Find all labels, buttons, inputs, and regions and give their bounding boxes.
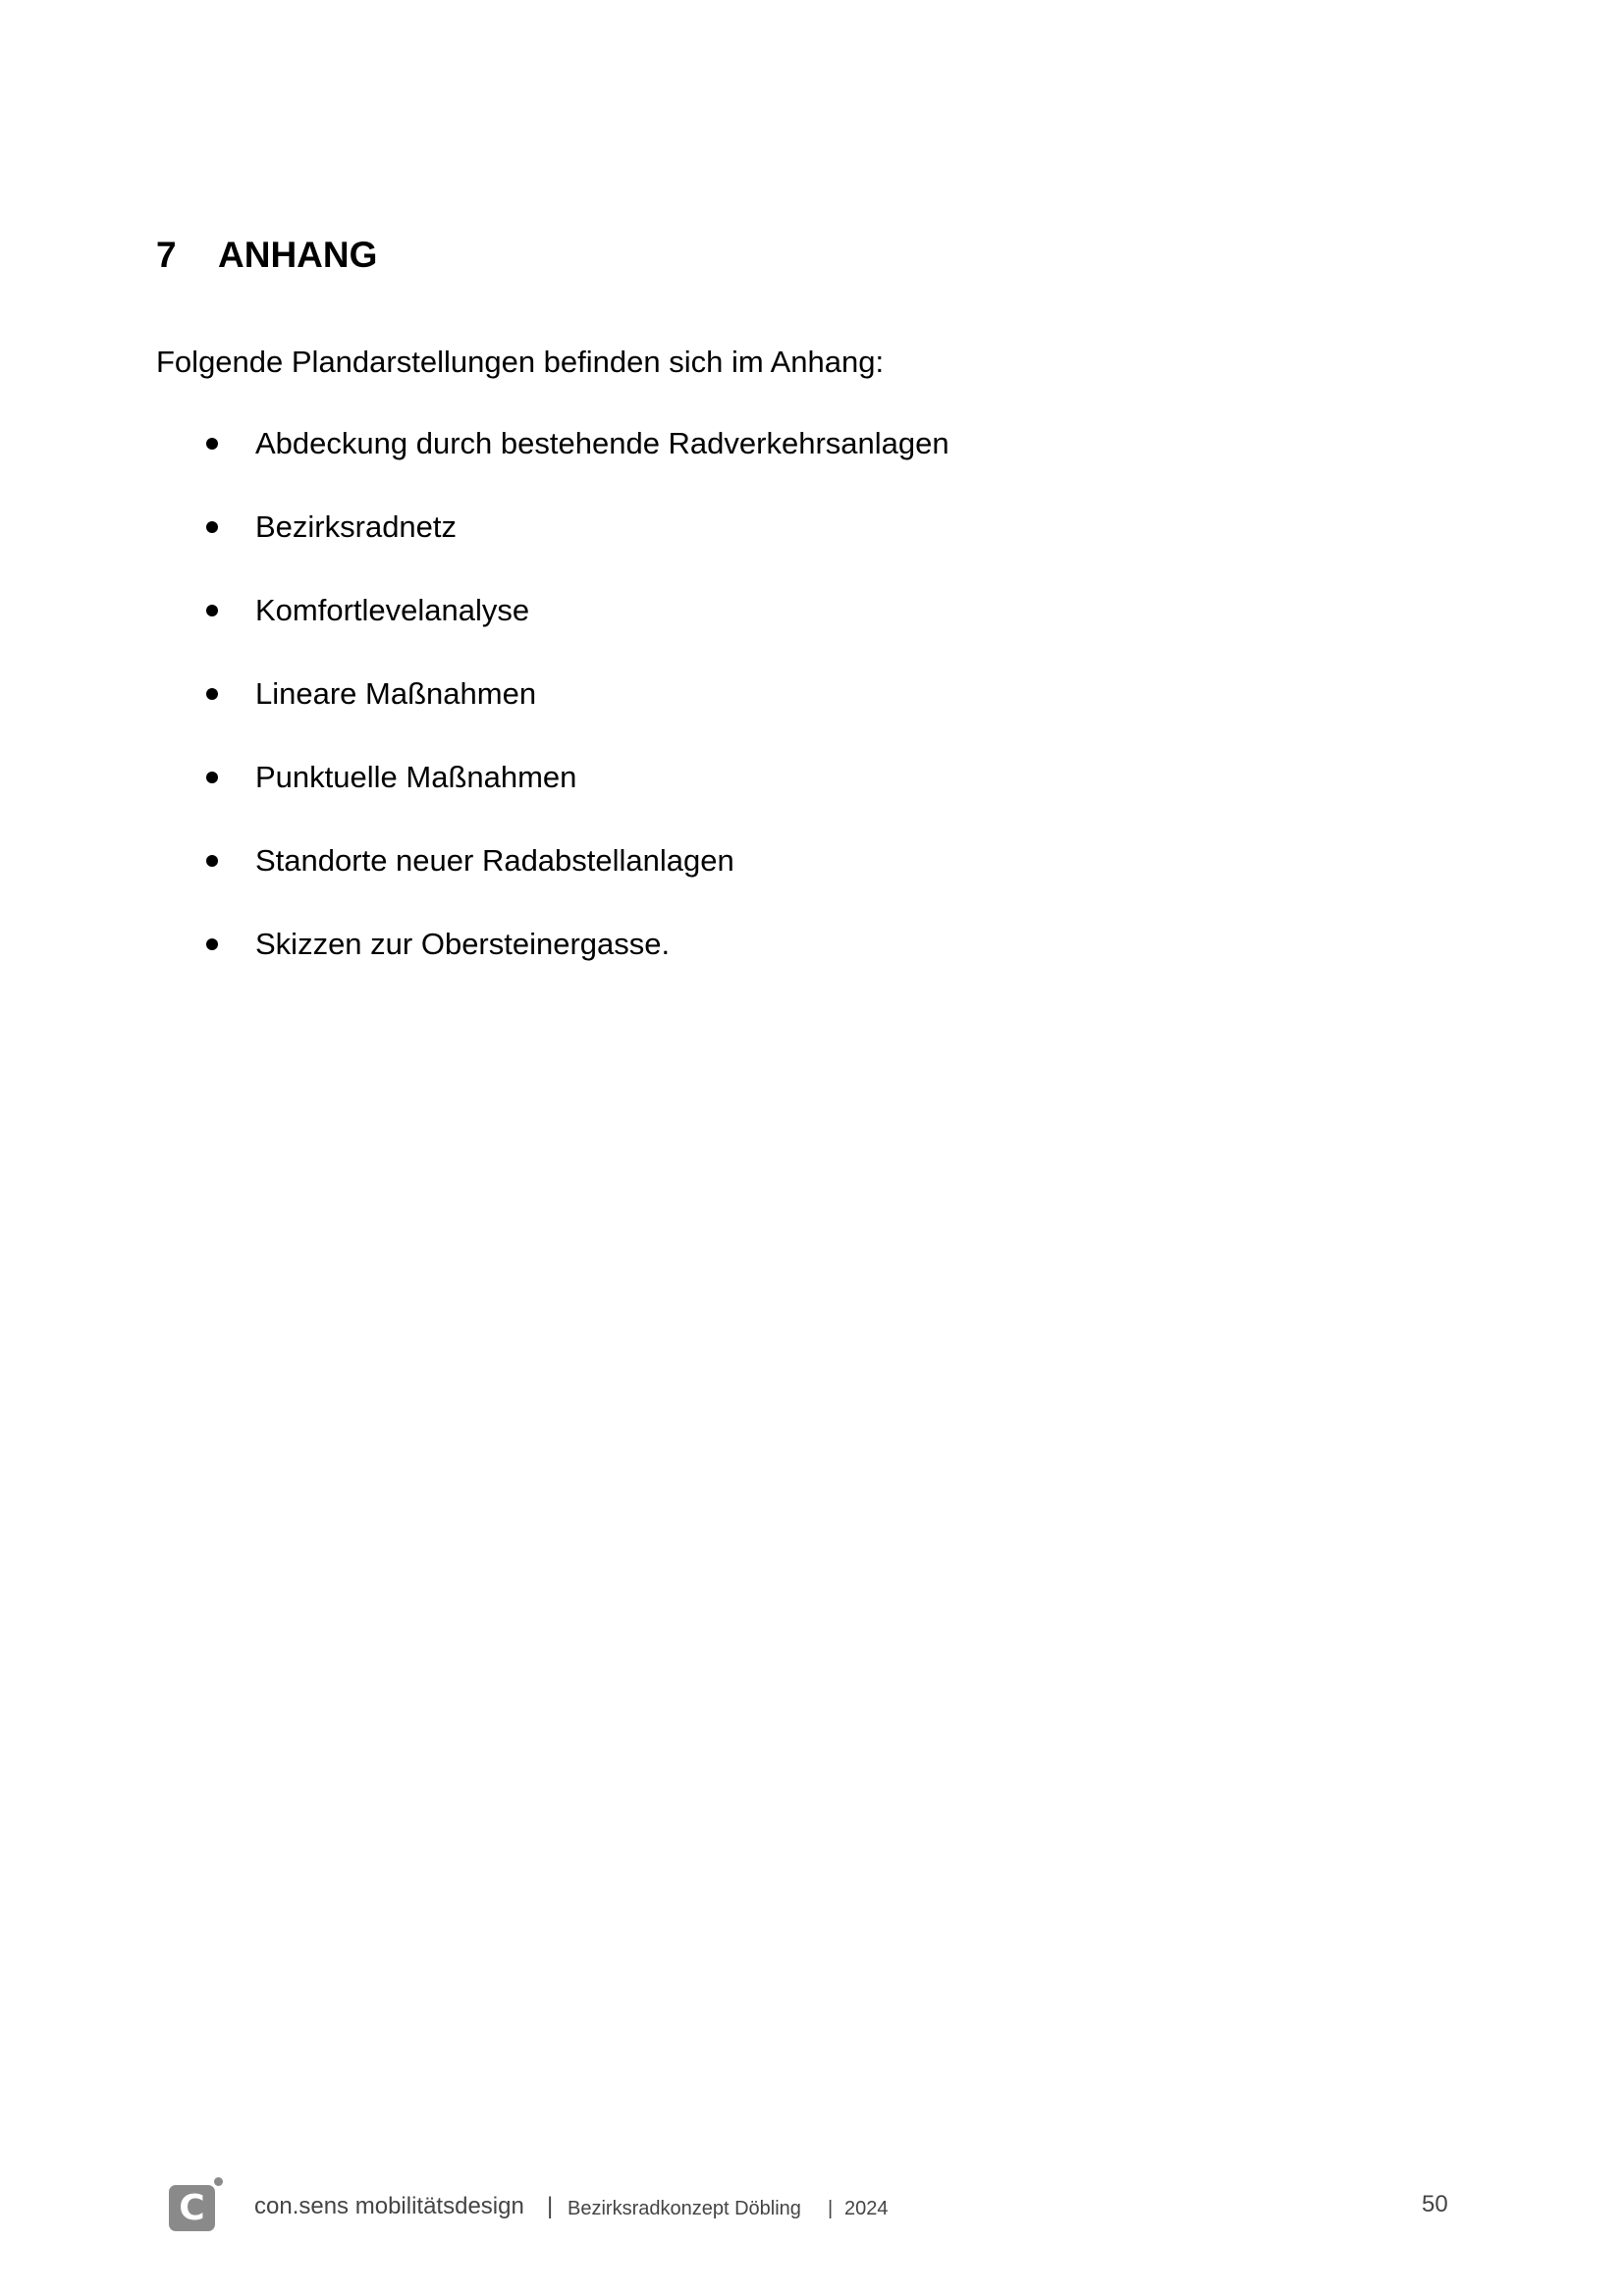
list-item-text: Komfortlevelanalyse [255,593,530,627]
list-item-text: Bezirksradnetz [255,509,458,544]
footer-separator: | [828,2198,834,2219]
section-number: 7 [156,235,177,275]
list-item-text: Standorte neuer Radabstellanlagen [255,843,734,878]
footer-company: con.sens mobilitätsdesign [254,2193,524,2219]
bullet-icon [206,521,218,533]
bullet-icon [206,772,218,783]
bullet-icon [206,855,218,867]
bullet-icon [206,938,218,950]
bullet-icon [206,605,218,616]
bullet-icon [206,688,218,700]
list-item-text: Punktuelle Maßnahmen [255,760,577,794]
section-heading [156,232,377,279]
list-item-text: Skizzen zur Obersteinergasse. [255,927,671,961]
page-number: 50 [1422,2191,1448,2217]
footer-separator: | [547,2193,554,2219]
bullet-icon [206,438,218,450]
footer-year: 2024 [844,2198,889,2219]
section-title: ANHANG [218,235,378,275]
footer-project: Bezirksradkonzept Döbling [568,2198,801,2219]
list-item-text: Abdeckung durch bestehende Radverkehrsanlagen [255,426,949,460]
list-item-text: Lineare Maßnahmen [255,676,537,711]
intro-paragraph: Folgende Plandarstellungen befinden sich im Anhang: [156,345,885,379]
logo-dot-icon [214,2177,223,2186]
company-logo-icon: C [169,2185,215,2231]
page-footer [0,2173,1624,2232]
